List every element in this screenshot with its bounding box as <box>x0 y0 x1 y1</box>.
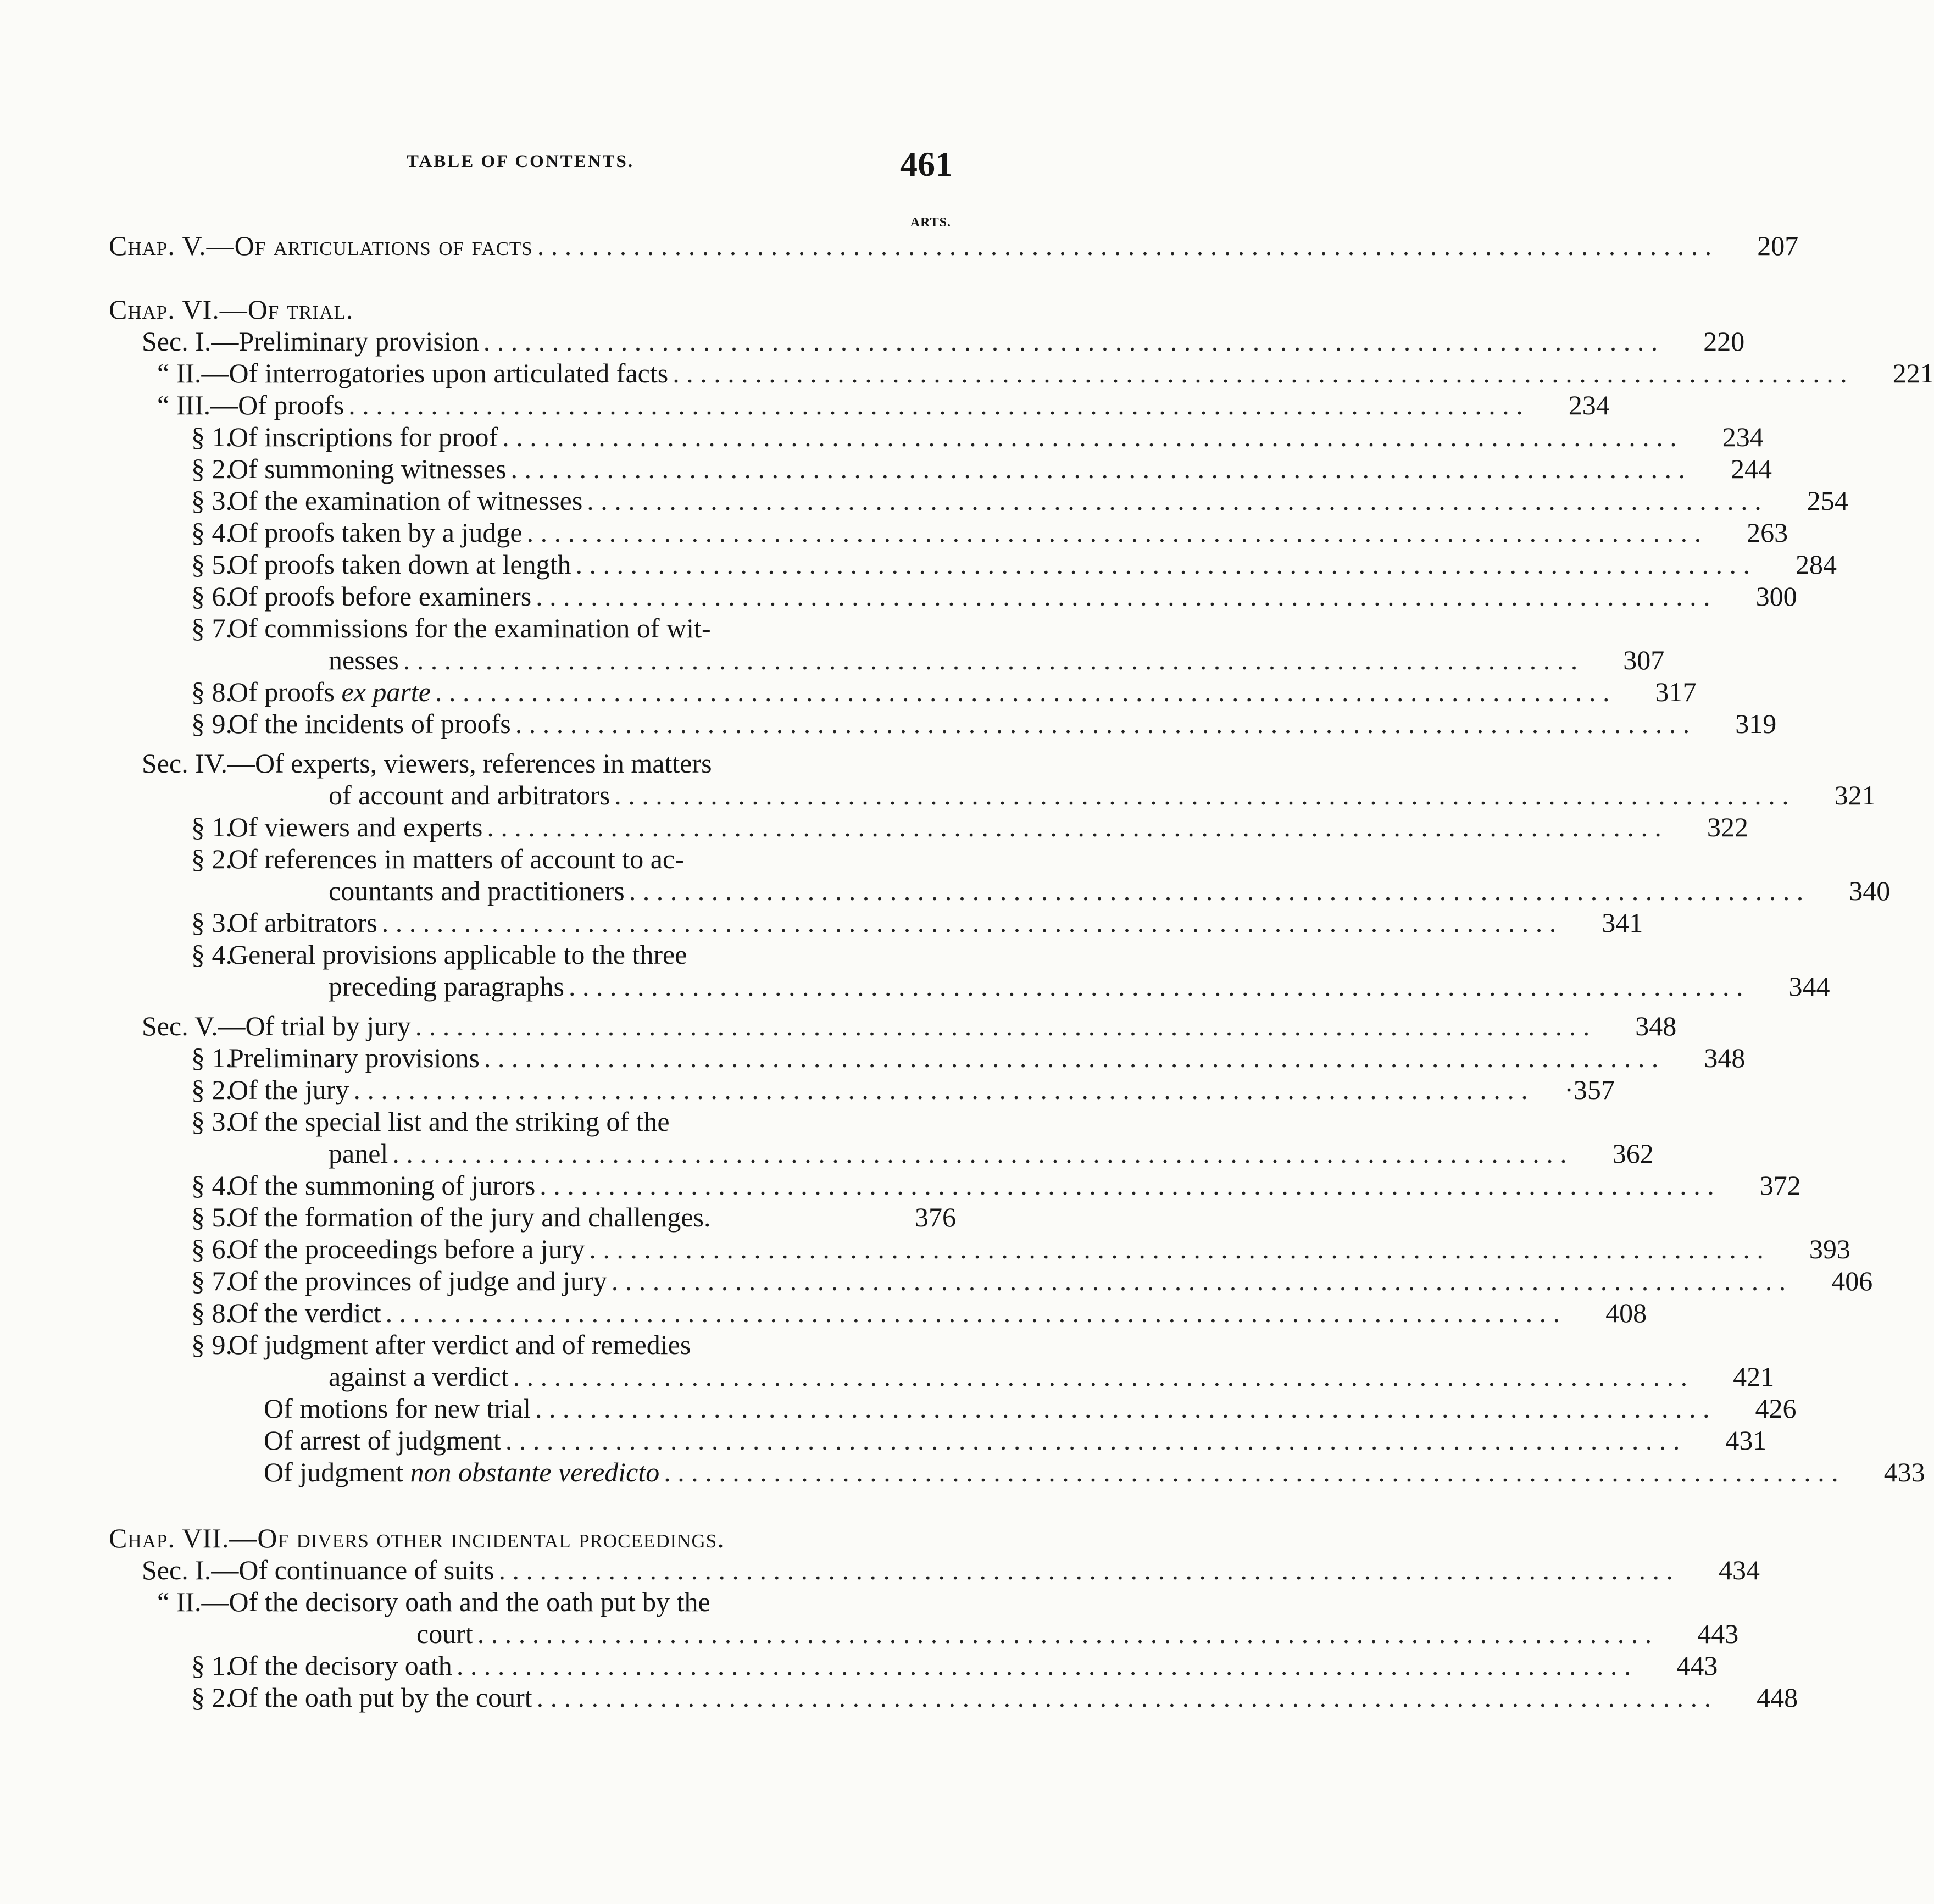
paragraph-title: Of proofs taken by a judge <box>229 517 523 548</box>
leader-dots <box>386 1297 1560 1329</box>
article-number: 408 <box>1605 1297 1647 1328</box>
paragraph-title: Of the special list and the striking of the <box>229 1106 670 1137</box>
article-number: 443 <box>1697 1618 1739 1649</box>
toc-entry-paragraph <box>109 811 1748 843</box>
leader-dots <box>589 1233 1764 1265</box>
section-title: Preliminary provision <box>238 326 479 357</box>
toc-entry-subtopic <box>109 1456 1925 1488</box>
article-number: 207 <box>1757 230 1799 261</box>
paragraph-title: Of references in matters of account to ac- <box>229 843 684 874</box>
chapter-title: Chap. VII.—Of divers other incidental proceedings. <box>109 1523 725 1553</box>
leader-dots <box>515 708 1690 740</box>
toc-entry-paragraph <box>109 1201 956 1233</box>
paragraph-mark: § 8. <box>191 676 232 707</box>
leader-dots <box>477 1618 1652 1650</box>
article-number: ·357 <box>1564 1074 1615 1105</box>
toc-entry-paragraph <box>109 907 1643 939</box>
toc-entry-paragraph <box>109 1106 956 1137</box>
toc-entry-paragraph <box>109 1233 1850 1265</box>
paragraph-mark: § 2. <box>191 1074 232 1105</box>
paragraph-title-continued: against a verdict <box>329 1361 509 1392</box>
leader-dots <box>505 1424 1680 1456</box>
paragraph-mark: § 3. <box>191 485 232 516</box>
leader-dots <box>511 453 1686 485</box>
paragraph-title: Of commissions for the examination of wit- <box>229 613 711 643</box>
article-number: 263 <box>1747 517 1788 548</box>
toc-entry-section <box>109 389 1610 421</box>
toc-entry-paragraph <box>109 517 1788 548</box>
leader-dots <box>499 1554 1674 1586</box>
leader-dots <box>673 357 1847 389</box>
paragraph-title-continued: nesses <box>329 645 399 675</box>
paragraph-title: Of inscriptions for proof <box>229 421 498 452</box>
paragraph-mark: § 4. <box>191 939 232 970</box>
toc-heading-chapter-6 <box>109 293 956 325</box>
article-number: 421 <box>1733 1361 1775 1392</box>
toc-entry-paragraph <box>109 1650 1718 1681</box>
leader-dots <box>415 1010 1590 1042</box>
leader-dots <box>587 485 1761 517</box>
paragraph-mark: § 6. <box>191 1234 232 1264</box>
article-number: 234 <box>1568 390 1610 420</box>
leader-dots <box>392 1137 1567 1169</box>
paragraph-mark: § 3. <box>191 907 232 938</box>
leader-dots <box>535 1392 1710 1424</box>
paragraph-title: Of proofs taken down at length <box>229 549 571 580</box>
paragraph-title: General provisions applicable to the three <box>229 939 687 970</box>
leader-dots <box>569 970 1743 1002</box>
paragraph-mark: § 9. <box>191 1329 232 1360</box>
paragraph-title: Of the summoning of jurors <box>229 1170 536 1201</box>
paragraph-title: Of the verdict <box>229 1297 381 1328</box>
article-number: 307 <box>1623 645 1665 675</box>
paragraph-mark: § 4. <box>191 1170 232 1201</box>
leader-dots <box>513 1361 1688 1392</box>
toc-entry-continuation <box>109 970 1830 1002</box>
leader-dots <box>614 779 1789 811</box>
paragraph-title: Of the formation of the jury and challenges. <box>229 1202 711 1233</box>
article-number: 254 <box>1807 485 1848 516</box>
paragraph-mark: § 1. <box>191 1650 232 1681</box>
toc-entry-continuation <box>109 644 1665 676</box>
article-number: 348 <box>1704 1042 1746 1073</box>
section-label: “ II.— <box>157 1586 229 1617</box>
paragraph-mark: § 1. <box>191 421 232 452</box>
article-number: 319 <box>1735 708 1777 739</box>
section-title: Of experts, viewers, references in matters <box>255 748 712 779</box>
article-number: 344 <box>1788 971 1830 1002</box>
paragraph-mark: § 5. <box>191 549 232 580</box>
paragraph-title: Of arbitrators <box>229 907 377 938</box>
paragraph-title-continued: panel <box>329 1138 388 1169</box>
article-number: 406 <box>1831 1265 1873 1296</box>
subtopic-title-text: Of judgment <box>264 1457 410 1487</box>
toc-entry-paragraph <box>109 939 956 970</box>
paragraph-mark: § 6. <box>191 581 232 612</box>
toc-entry-paragraph <box>109 1681 1798 1713</box>
table-of-contents <box>109 230 1934 1713</box>
section-title: Of continuance of suits <box>238 1555 494 1585</box>
section-title: Of trial by jury <box>245 1011 411 1041</box>
toc-entry-continuation <box>109 779 1876 811</box>
leader-dots <box>382 907 1557 939</box>
paragraph-title: Of the jury <box>229 1074 349 1105</box>
leader-dots <box>353 1074 1528 1106</box>
paragraph-title <box>229 676 431 708</box>
paragraph-title: Of the provinces of judge and jury <box>229 1265 607 1296</box>
article-number: 300 <box>1755 581 1797 612</box>
toc-entry-paragraph <box>109 1074 1615 1106</box>
paragraph-mark: § 2. <box>191 1682 232 1713</box>
leader-dots <box>484 325 1658 357</box>
article-number: 244 <box>1731 453 1772 484</box>
toc-entry-paragraph <box>109 1042 1746 1074</box>
leader-dots <box>403 644 1578 676</box>
article-number: 284 <box>1795 549 1837 580</box>
toc-entry-continuation <box>109 1137 1654 1169</box>
toc-entry-paragraph <box>109 676 1697 708</box>
paragraph-title-continued: preceding paragraphs <box>329 971 564 1002</box>
subtopic-title-italic: non obstante veredicto <box>410 1457 660 1487</box>
toc-entry-paragraph <box>109 1265 1873 1297</box>
chapter-title: Chap. VI.—Of trial. <box>109 294 354 325</box>
leader-dots <box>629 875 1804 907</box>
toc-entry-paragraph <box>109 1169 1801 1201</box>
paragraph-title: Of judgment after verdict and of remedies <box>229 1329 691 1360</box>
paragraph-mark: § 8. <box>191 1297 232 1328</box>
section-title: Of proofs <box>238 390 344 420</box>
toc-entry-subtopic <box>109 1392 1797 1424</box>
article-number: 393 <box>1809 1234 1850 1264</box>
toc-entry-subtopic <box>109 1424 1767 1456</box>
paragraph-title: Of the incidents of proofs <box>229 708 511 739</box>
toc-entry-paragraph <box>109 708 1777 740</box>
leader-dots <box>502 421 1677 453</box>
paragraph-mark: § 7. <box>191 1265 232 1296</box>
section-label: Sec. I.— <box>142 326 239 357</box>
article-number: 431 <box>1725 1425 1767 1456</box>
paragraph-title-continued: countants and practitioners <box>329 875 625 906</box>
toc-entry-chapter-5 <box>109 230 1799 262</box>
chapter-title: Chap. V.—Of articulations of facts <box>109 230 533 261</box>
article-number: 220 <box>1703 326 1745 357</box>
running-head <box>0 144 1041 182</box>
toc-entry-paragraph <box>109 485 1848 517</box>
paragraph-title-italic: ex parte <box>341 676 431 707</box>
articles-column-label: ARTS. <box>910 215 951 230</box>
paragraph-mark: § 9. <box>191 708 232 739</box>
article-number: 376 <box>915 1202 956 1233</box>
paragraph-title: Of the proceedings before a jury <box>229 1234 585 1264</box>
section-title: Of interrogatories upon articulated facts <box>229 358 669 388</box>
article-number: 426 <box>1755 1393 1797 1424</box>
page-number: 461 <box>900 145 953 184</box>
toc-entry-paragraph <box>109 1329 956 1361</box>
section-label: Sec. IV.— <box>142 748 255 779</box>
article-number: 362 <box>1612 1138 1654 1169</box>
article-number: 434 <box>1719 1555 1760 1585</box>
paragraph-mark: § 4. <box>191 517 232 548</box>
paragraph-mark: § 2. <box>191 453 232 484</box>
leader-dots <box>537 230 1712 262</box>
paragraph-title-text: Of proofs <box>229 676 342 707</box>
article-number: 234 <box>1722 421 1764 452</box>
toc-entry-paragraph <box>109 453 1772 485</box>
leader-dots <box>540 1169 1714 1201</box>
paragraph-title: Of the examination of witnesses <box>229 485 583 516</box>
article-number: 221 <box>1892 358 1934 388</box>
toc-entry-section <box>109 325 1745 357</box>
leader-dots <box>527 517 1702 548</box>
paragraph-title: Of the oath put by the court <box>229 1682 532 1713</box>
section-label: Sec. V.— <box>142 1011 246 1041</box>
article-number: 322 <box>1707 812 1748 842</box>
leader-dots <box>484 1042 1659 1074</box>
leader-dots <box>537 1681 1711 1713</box>
toc-heading-chapter-7 <box>109 1522 956 1554</box>
paragraph-title: Of viewers and experts <box>229 812 483 842</box>
leader-dots <box>435 676 1610 708</box>
article-number: 433 <box>1883 1457 1925 1487</box>
paragraph-mark: § 7. <box>191 613 232 643</box>
leader-dots <box>348 389 1523 421</box>
section-label: “ II.— <box>157 358 229 388</box>
leader-dots <box>664 1456 1838 1488</box>
toc-entry-paragraph <box>109 580 1797 612</box>
paragraph-title: Of the decisory oath <box>229 1650 452 1681</box>
paragraph-mark: § 1. <box>191 1042 232 1073</box>
paragraph-mark: § 1. <box>191 812 232 842</box>
toc-entry-paragraph <box>109 1297 1647 1329</box>
leader-dots <box>612 1265 1786 1297</box>
toc-entry-section <box>109 747 956 779</box>
paragraph-title: Preliminary provisions <box>229 1042 480 1073</box>
article-number: 341 <box>1602 907 1643 938</box>
paragraph-mark: § 2. <box>191 843 232 874</box>
section-label: Sec. I.— <box>142 1555 239 1585</box>
paragraph-mark: § 3. <box>191 1106 232 1137</box>
section-title-continued: court <box>416 1618 473 1649</box>
article-number: 372 <box>1759 1170 1801 1201</box>
subtopic-title: Of arrest of judgment <box>264 1425 501 1456</box>
toc-entry-paragraph <box>109 548 1837 580</box>
paragraph-mark: § 5. <box>191 1202 232 1233</box>
subtopic-title <box>264 1456 659 1488</box>
article-number: 340 <box>1849 875 1891 906</box>
section-title-continued: of account and arbitrators <box>329 780 610 811</box>
article-number: 321 <box>1834 780 1876 811</box>
toc-entry-section <box>109 1554 1760 1586</box>
toc-entry-section <box>109 357 1934 389</box>
toc-entry-continuation <box>109 875 1891 907</box>
paragraph-title: Of proofs before examiners <box>229 581 532 612</box>
toc-entry-paragraph <box>109 843 956 875</box>
article-number: 348 <box>1635 1011 1677 1041</box>
toc-entry-section <box>109 1586 956 1618</box>
toc-entry-continuation <box>109 1618 1739 1650</box>
subtopic-title: Of motions for new trial <box>264 1393 531 1424</box>
section-label: “ III.— <box>157 390 238 420</box>
toc-entry-paragraph <box>109 421 1764 453</box>
section-title: Of the decisory oath and the oath put by the <box>229 1586 710 1617</box>
running-title: TABLE OF CONTENTS. <box>406 152 635 171</box>
toc-entry-continuation <box>109 1361 1775 1392</box>
article-number: 317 <box>1655 676 1697 707</box>
toc-entry-paragraph <box>109 612 956 644</box>
leader-dots <box>536 580 1710 612</box>
paragraph-title: Of summoning witnesses <box>229 453 507 484</box>
leader-dots <box>575 548 1750 580</box>
toc-entry-section <box>109 1010 1677 1042</box>
article-number: 443 <box>1676 1650 1718 1681</box>
leader-dots <box>457 1650 1631 1681</box>
article-number: 448 <box>1757 1682 1798 1713</box>
leader-dots <box>487 811 1661 843</box>
